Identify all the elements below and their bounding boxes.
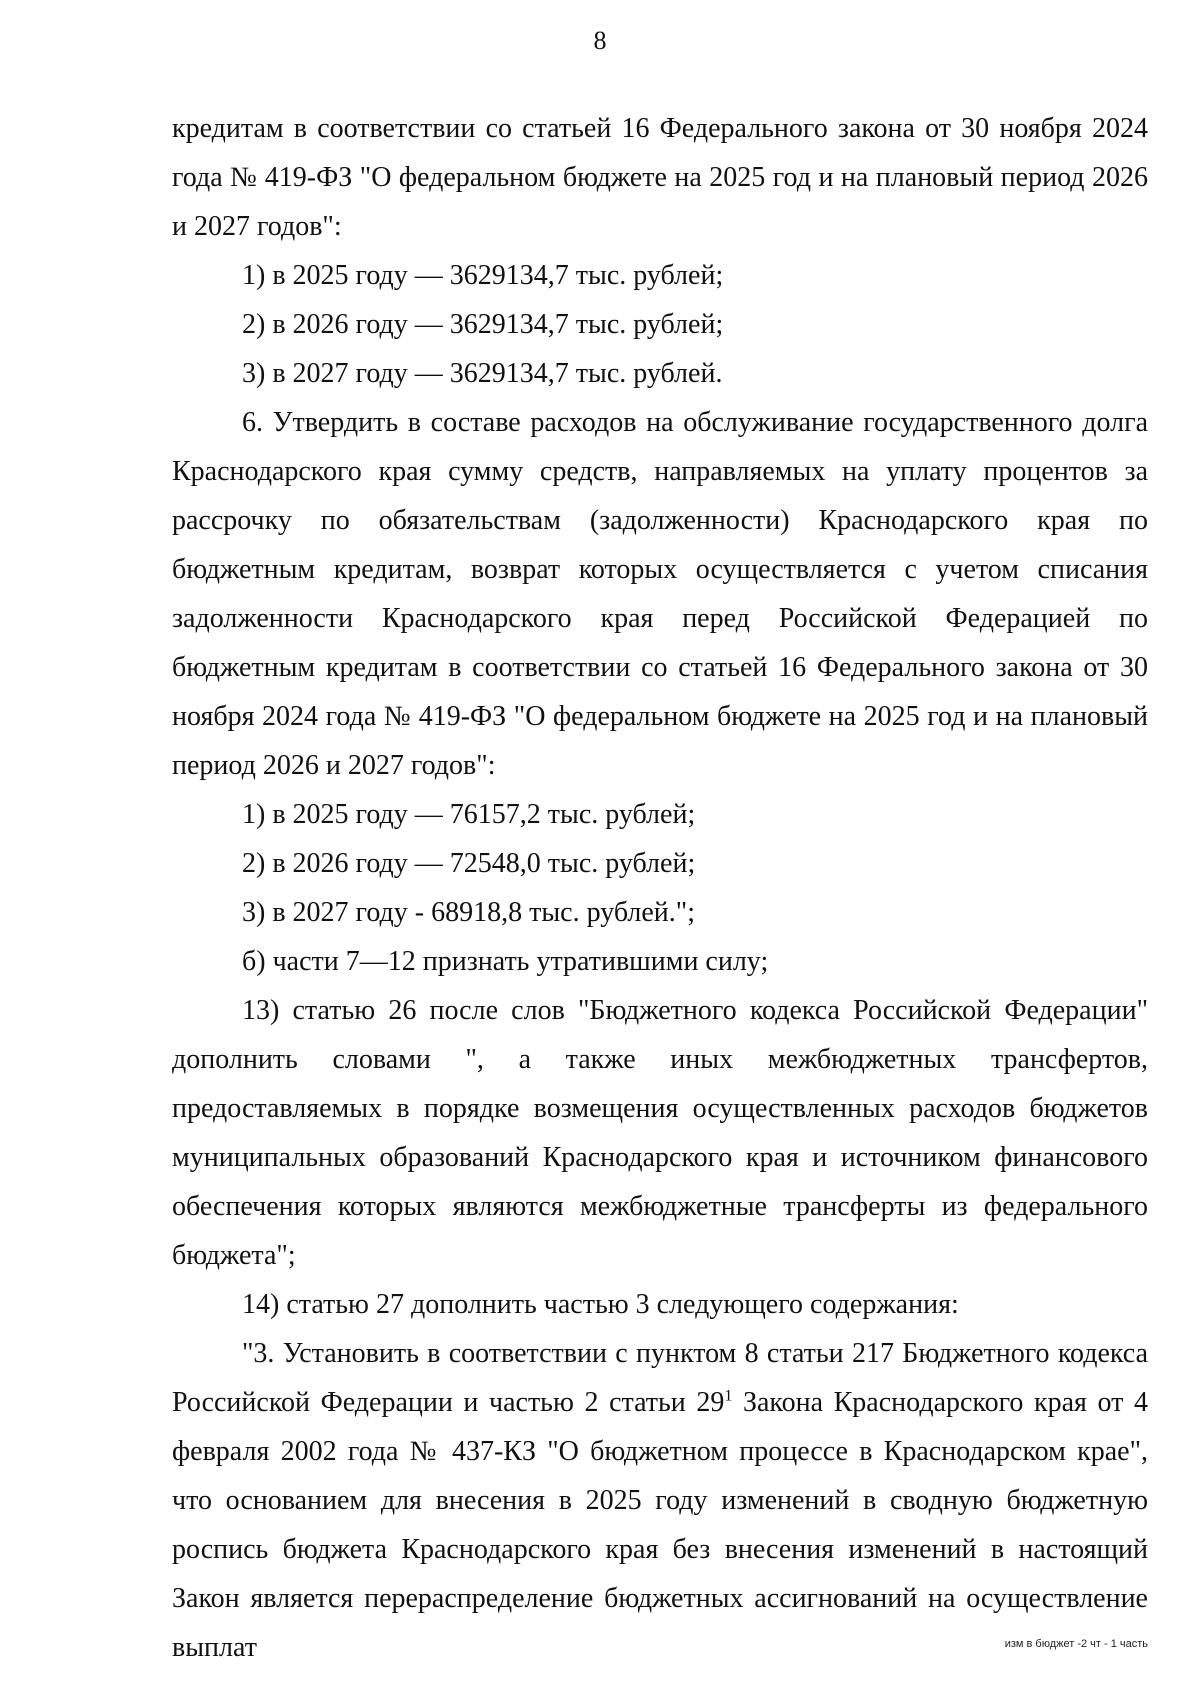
paragraph-quoted-part-3 — [172, 1329, 1148, 1672]
list-item-2025: 1) в 2025 году — 76157,2 тыс. рублей; — [242, 799, 696, 830]
list-item-2026: 2) в 2026 году — 3629134,7 тыс. рублей; — [242, 309, 724, 340]
paragraph-parts-7-12: б) части 7—12 признать утратившими силу; — [242, 946, 769, 977]
list-item-2027: 3) в 2027 году - 68918,8 тыс. рублей."; — [242, 897, 695, 928]
list-item-2027: 3) в 2027 году — 3629134,7 тыс. рублей. — [242, 358, 723, 389]
paragraph-part-6: 6. Утвердить в составе расходов на обслуживание государственного долга Краснодарского края сумму средств, направляемых на уплату процентов за рассрочку по обязательствам (задолженности) Краснодарского края по бюджетным кредитам, возврат которых осуществляется с учетом списания задолженности Краснодарского края перед Российской Федерацией по бюджетным кредитам в соответствии со статьей 16 Федерального закона от 30 ноября 2024 года № 419-ФЗ "О федеральном бюджете на 2025 год и на плановый период 2026 и 2027 годов": — [172, 407, 1148, 781]
superscript: 1 — [724, 1387, 733, 1405]
paragraph-text-after: Закона Краснодарского края от 4 февраля 2002 года № 437-КЗ "О бюджетном процессе в Краснодарском крае", что основанием для внесения в 2025 году изменений в сводную бюджетную роспись бюджета Краснодарского края без внесения изменений в настоящий Закон является перераспределение бюджетных ассигнований на осуществление выплат — [172, 1387, 1148, 1663]
list-item-2026: 2) в 2026 году — 72548,0 тыс. рублей; — [242, 848, 696, 879]
document-body — [172, 104, 1148, 1672]
paragraph-item-13: 13) статью 26 после слов "Бюджетного кодекса Российской Федерации" дополнить словами ", а также иных межбюджетных трансфертов, предоставляемых в порядке возмещения осуществленных расходов бюджетов муниципальных образований Краснодарского края и источником финансового обеспечения которых являются межбюджетные трансферты из федерального бюджета"; — [172, 995, 1148, 1271]
page-number: 8 — [593, 26, 607, 55]
list-item-2025: 1) в 2025 году — 3629134,7 тыс. рублей; — [242, 260, 724, 291]
paragraph-item-14: 14) статью 27 дополнить частью 3 следующего содержания: — [242, 1289, 959, 1320]
paragraph-text-before: "3. Установить в соответствии с пунктом 8 статьи 217 Бюджетного кодекса Российской Федерации и частью 2 статьи 29 — [172, 1338, 1148, 1418]
footer-file-code: изм в бюджет -2 чт - 1 часть — [1004, 1638, 1148, 1650]
paragraph-continuation: кредитам в соответствии со статьей 16 Федерального закона от 30 ноября 2024 года № 419-ФЗ "О федеральном бюджете на 2025 год и на плановый период 2026 и 2027 годов": — [172, 113, 1148, 242]
